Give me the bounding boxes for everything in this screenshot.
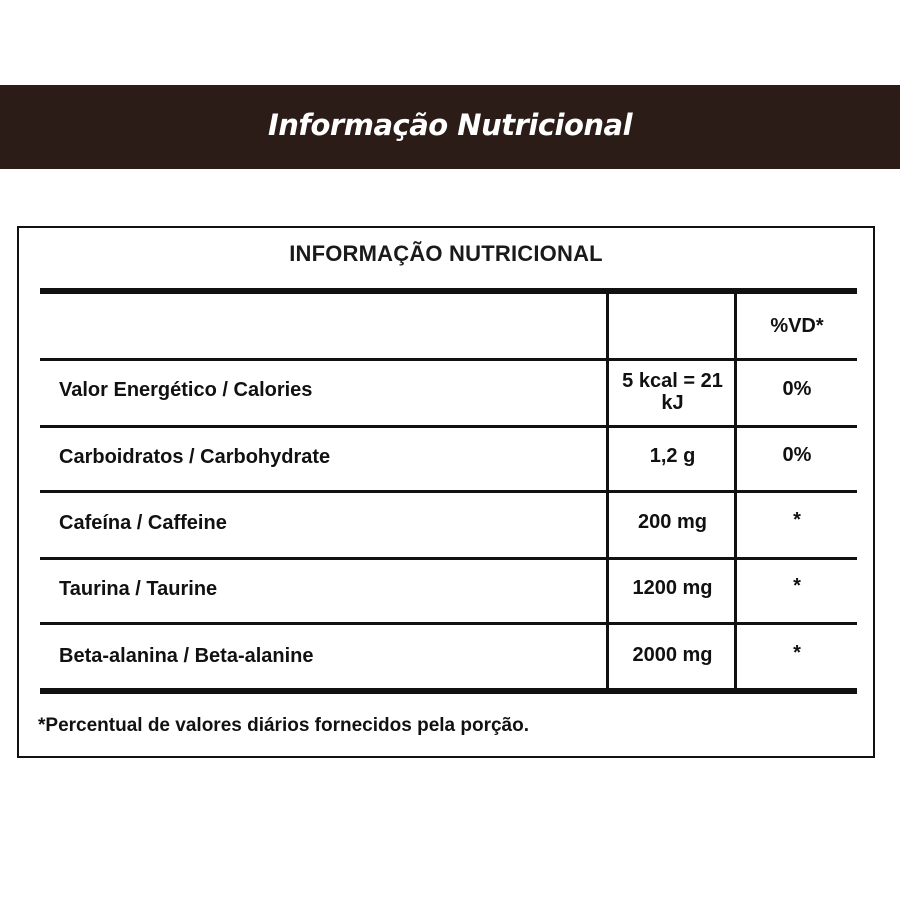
row-vd-energy: 0% [782, 378, 812, 400]
table-title: INFORMAÇÃO NUTRICIONAL [289, 241, 603, 266]
row-label-carbohydrate: Carboidratos / Carbohydrate [59, 446, 331, 468]
column-divider-vd [734, 294, 737, 690]
row-label-beta-alanine: Beta-alanina / Beta-alanine [59, 645, 314, 667]
banner-title: Informação Nutricional [267, 108, 633, 142]
row-vd-carbohydrate: 0% [782, 444, 812, 466]
column-divider-amount [606, 294, 609, 690]
row-amount-energy [609, 370, 736, 414]
row-vd-beta-alanine: * [793, 642, 801, 664]
row-amount-energy-line2: kJ [661, 392, 684, 414]
row-amount-carbohydrate: 1,2 g [649, 445, 696, 467]
row-amount-beta-alanine: 2000 mg [632, 644, 713, 666]
row-amount-energy-line1: 5 kcal = 21 [622, 370, 723, 392]
header-banner [0, 85, 900, 169]
row-label-caffeine: Cafeína / Caffeine [59, 512, 227, 534]
row-amount-taurine: 1200 mg [632, 577, 713, 599]
nutrition-facts-table [17, 226, 875, 758]
row-amount-caffeine: 200 mg [638, 511, 707, 533]
row-vd-taurine: * [793, 575, 801, 597]
row-label-energy: Valor Energético / Calories [59, 379, 313, 401]
header-vd-cell: %VD* [770, 315, 824, 337]
footnote: *Percentual de valores diários fornecidos pela porção. [38, 715, 530, 736]
row-label-taurine: Taurina / Taurine [59, 578, 218, 600]
row-vd-caffeine: * [793, 509, 801, 531]
